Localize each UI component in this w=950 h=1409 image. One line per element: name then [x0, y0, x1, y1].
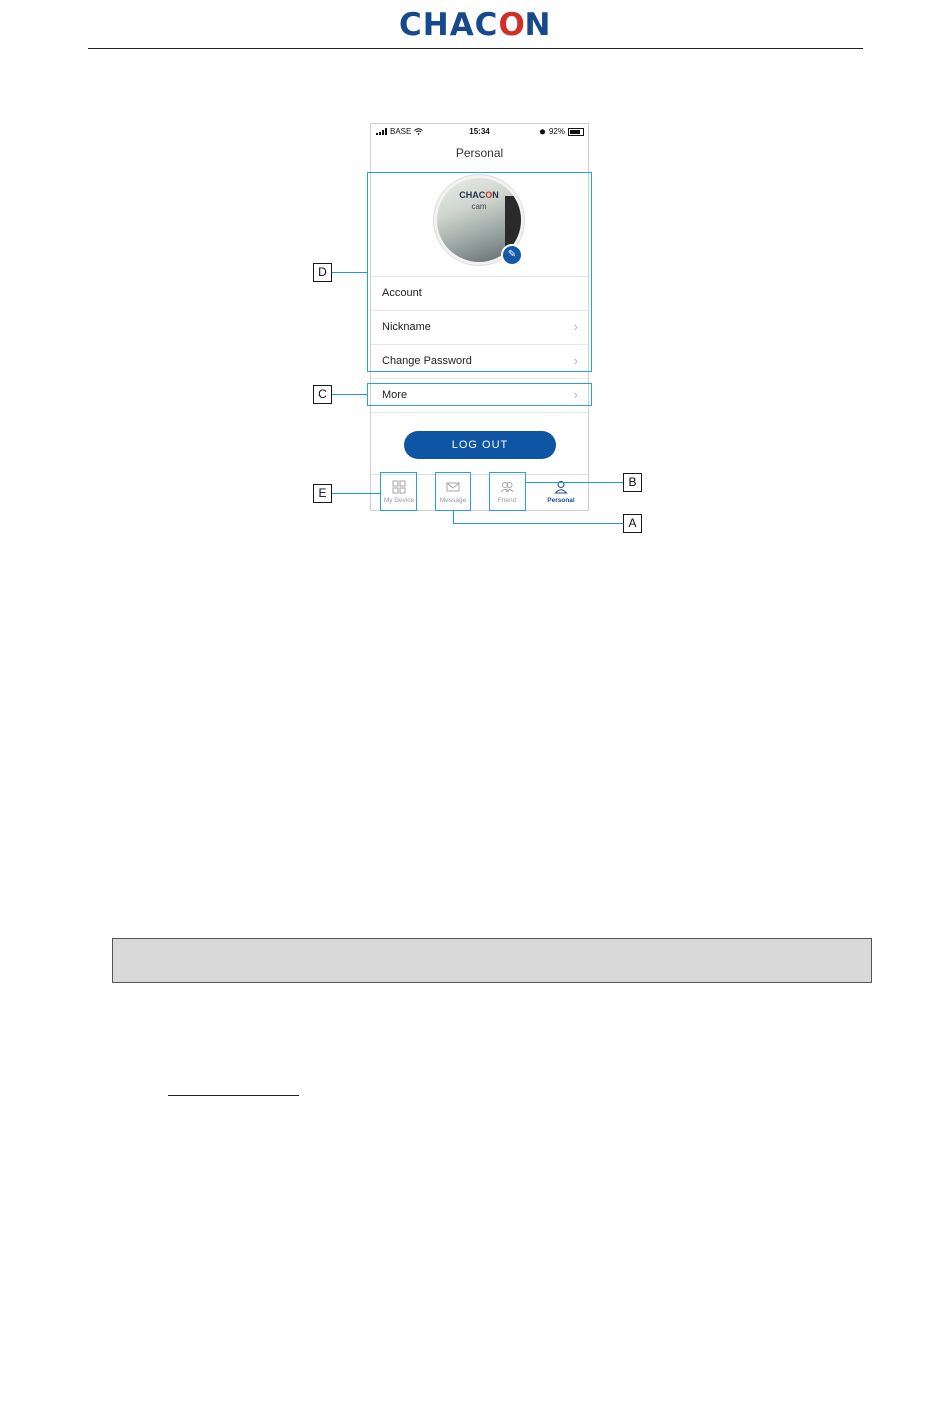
callout-label-d: D: [313, 263, 332, 282]
tab-personal-label: Personal: [547, 497, 575, 504]
header-divider: [88, 48, 863, 49]
callout-leader-a-vertical: [453, 511, 454, 523]
battery-icon: [568, 128, 584, 136]
brand-logo: CHAC O N: [399, 7, 552, 43]
account-label: Account: [382, 287, 422, 299]
callout-leader-d: [332, 272, 367, 273]
row-divider: [371, 412, 588, 413]
edit-avatar-icon[interactable]: ✎: [501, 244, 523, 266]
status-time: 15:34: [469, 127, 490, 136]
callout-label-b: B: [623, 473, 642, 492]
logout-button[interactable]: LOG OUT: [404, 431, 556, 459]
chevron-right-icon: ›: [573, 387, 578, 402]
callout-leader-e: [332, 493, 380, 494]
tab-message-label: Message: [439, 497, 467, 504]
chevron-right-icon: ›: [573, 319, 578, 334]
tab-my-device-label: My Device: [383, 497, 415, 504]
underline-rule: [168, 1095, 299, 1096]
callout-box-more: [367, 383, 592, 406]
callout-leader-b: [526, 482, 623, 483]
alarm-icon: [539, 128, 546, 135]
avatar-brand: CHACON: [459, 190, 499, 200]
nickname-label: Nickname: [382, 321, 431, 333]
battery-percent: 92%: [548, 127, 565, 136]
callout-label-c: C: [313, 385, 332, 404]
callout-box-message: [435, 472, 471, 511]
change-password-label: Change Password: [382, 355, 472, 367]
callout-leader-c: [332, 394, 367, 395]
tab-friend-label: Friend: [497, 497, 517, 504]
callout-label-a: A: [623, 514, 642, 533]
grey-note-box: [112, 938, 872, 983]
avatar-brand-sub: cam: [471, 202, 487, 211]
callout-box-friend: [489, 472, 526, 511]
callout-leader-a: [453, 523, 623, 524]
callout-box-device: [380, 472, 417, 511]
carrier-label: BASE: [390, 127, 412, 136]
screen-title: Personal: [455, 146, 504, 160]
more-label: More: [382, 389, 408, 401]
tab-personal[interactable]: [535, 480, 587, 504]
callout-box-profile: [367, 172, 592, 372]
chevron-right-icon: ›: [573, 353, 578, 368]
status-bar: [371, 124, 588, 140]
callout-label-e: E: [313, 484, 332, 503]
